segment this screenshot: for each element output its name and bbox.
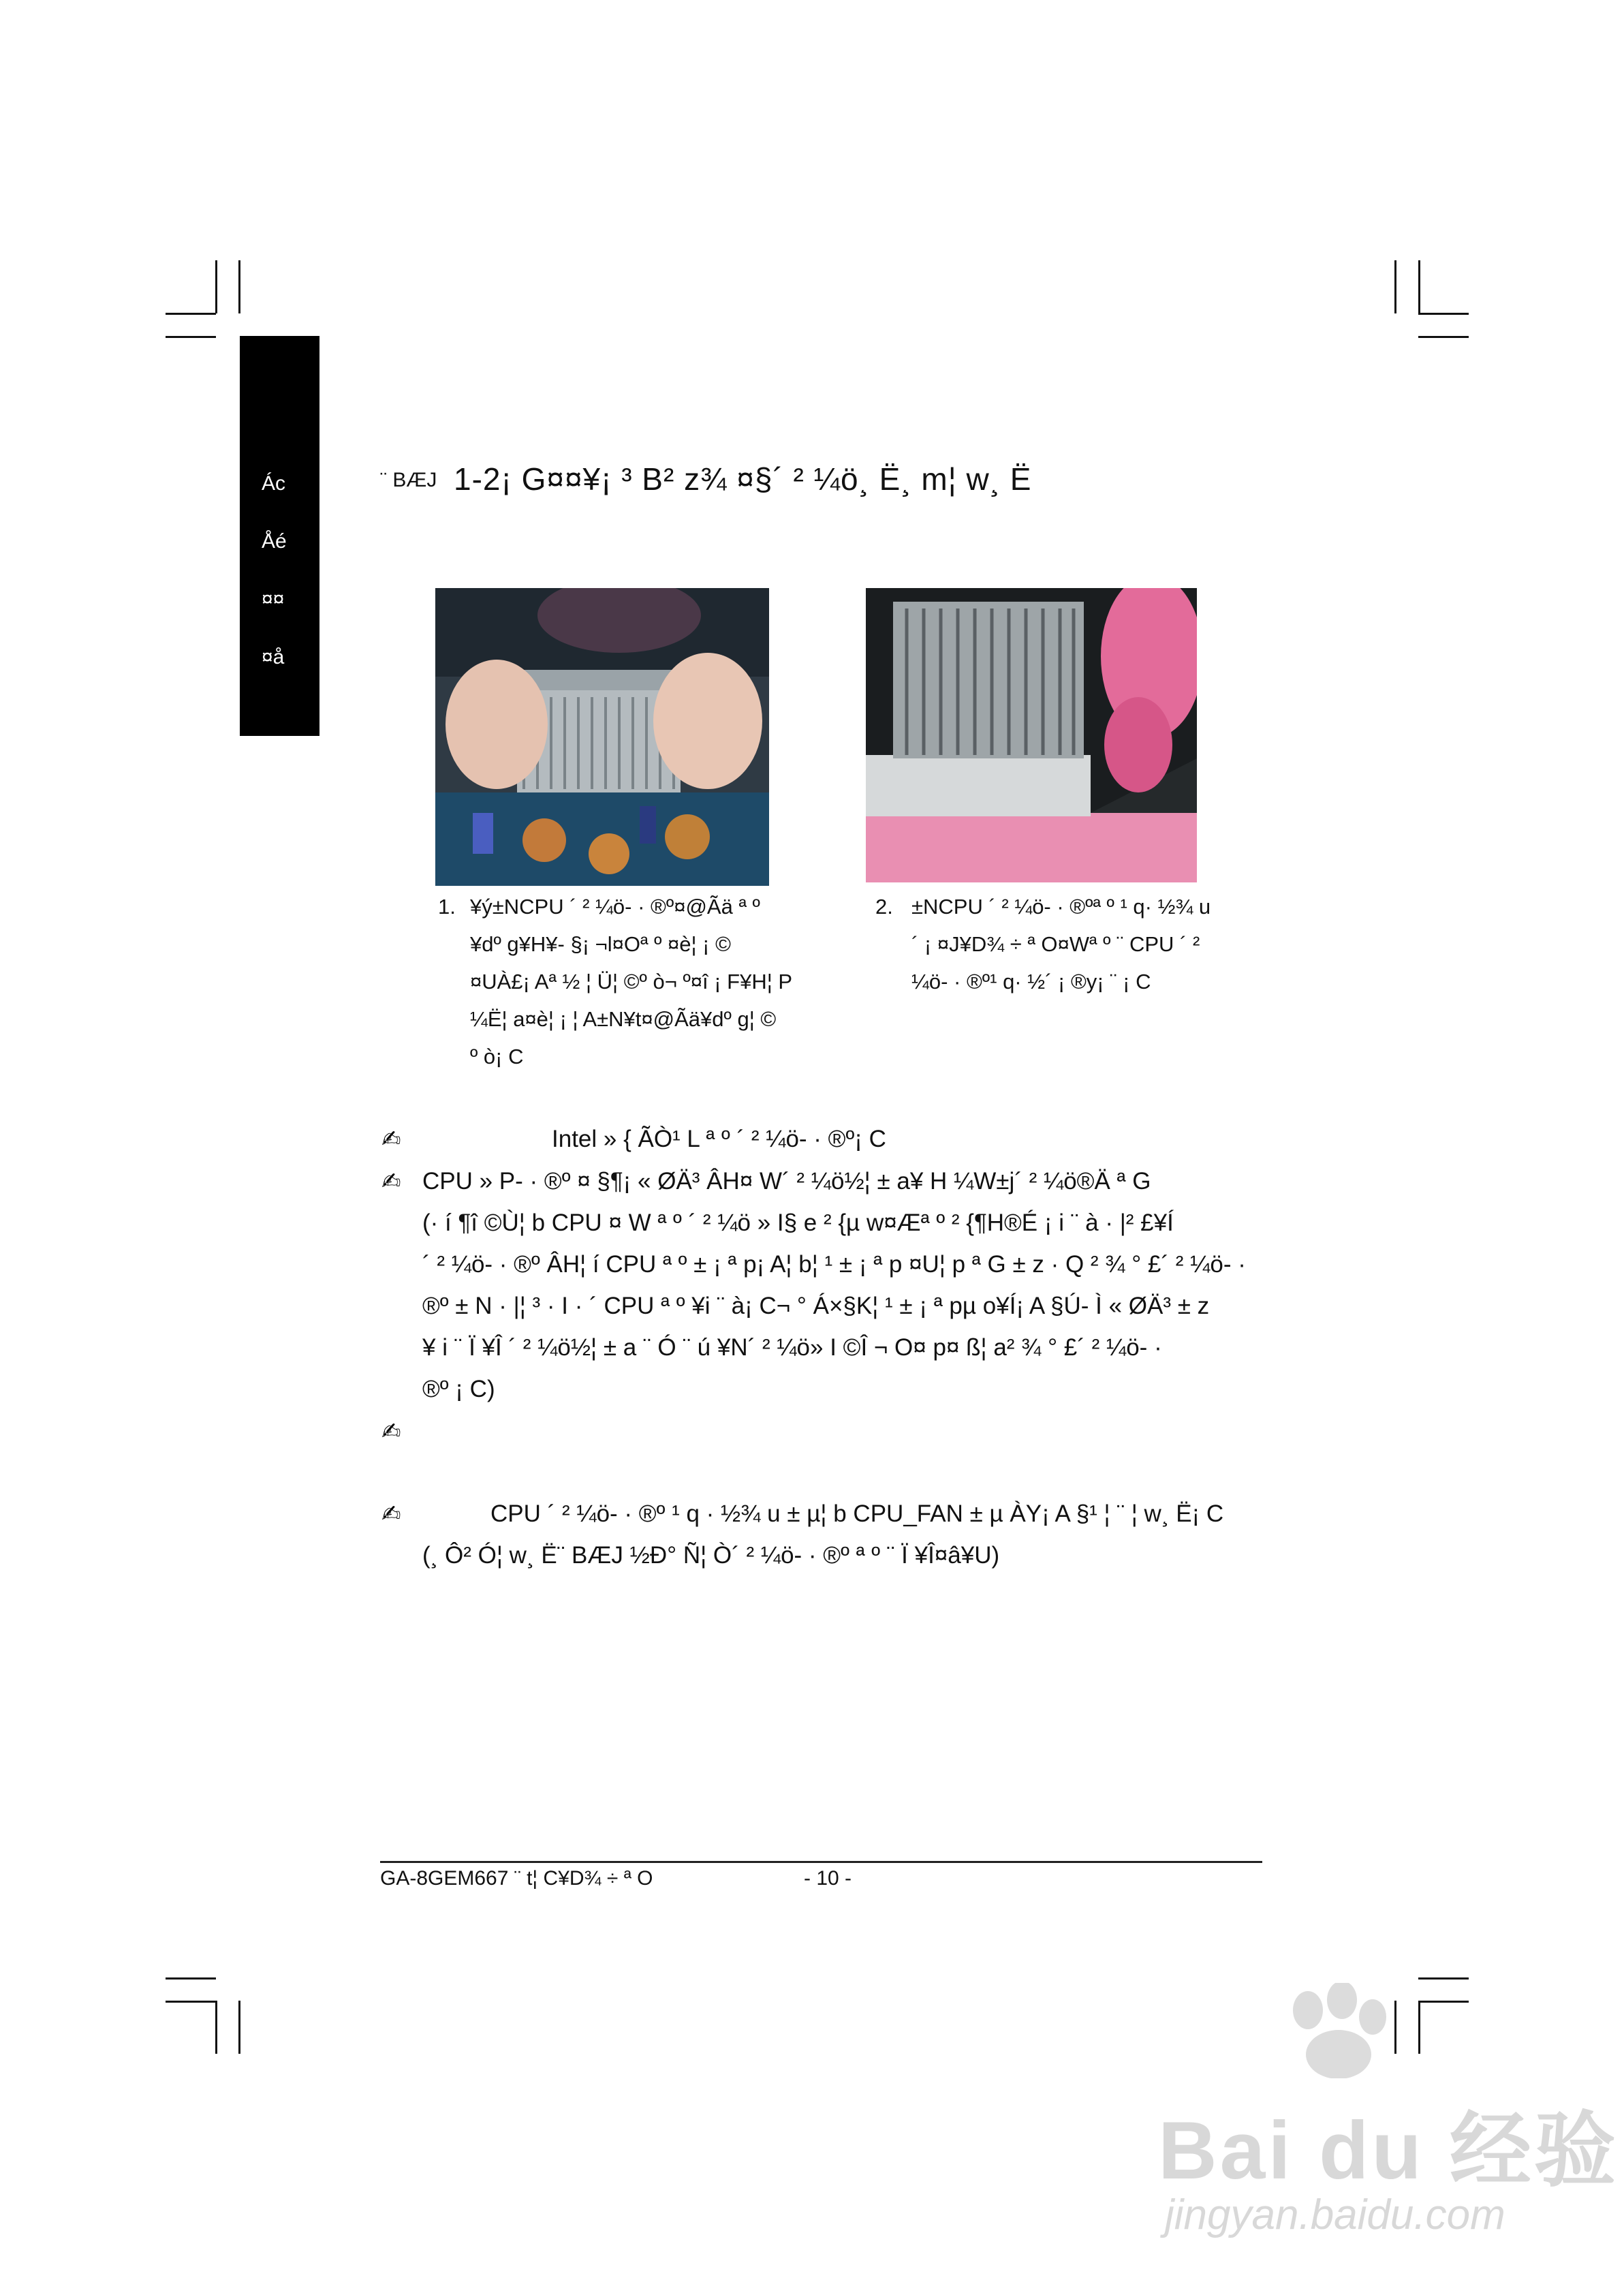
footer-manual-title: GA-8GEM667 ¨ t¦ C¥D¾ ÷ ª O xyxy=(380,1867,653,1890)
heatsink-photo-1-graphic xyxy=(435,588,769,886)
crop-mark-tr-v2 xyxy=(1418,260,1420,313)
note-2-line-1: CPU » P- · ®º ¤ §¶¡ « ØÄ³ ÂH¤ W´ ² ¼ö½¦ ± a¥ H ¼W±j´ ² ¼ö®Ä ª G xyxy=(422,1168,1151,1195)
crop-mark-tr-v xyxy=(1394,260,1396,313)
pen-bullet-icon: ✍ xyxy=(381,1126,401,1152)
step-1-line-2: ¥dº g¥H¥- §¡ ¬l¤Oª º ¤è¦ ¡ © xyxy=(470,932,731,956)
crop-mark-br-v2 xyxy=(1418,2001,1420,2054)
note-2-line-5: ¥ i ¨ Ï ¥Î ´ ² ¼ö½¦ ± a ¨ Ó ¨ ú ¥N´ ² ¼ö» I ©Î ¬ O¤ p¤ ß¦ a² ¾ ° £´ ² ¼ö- · xyxy=(422,1334,1162,1361)
photo-heatsink-clip-release xyxy=(435,588,769,886)
chapter-side-tab xyxy=(240,336,319,736)
heatsink-photo-2-graphic xyxy=(866,588,1197,882)
baidu-watermark-logo: Bai du 经验 xyxy=(1158,2085,1619,2202)
side-tab-line-1: Ác xyxy=(262,472,286,495)
crop-mark-tl-v xyxy=(215,260,217,313)
note-4-line-2: (¸ Ô² Ó¦ w¸ Ë¨ BÆJ ½Ð° Ñ¦ Ò´ ² ¼ö- · ®º ª º ¨ Ï ¥Î¤â¥U) xyxy=(422,1542,1000,1569)
pen-bullet-icon: ✍ xyxy=(381,1419,401,1445)
step-2-line-1: ±NCPU ´ ² ¼ö- · ®ºª º ¹ q· ½¾ u xyxy=(911,895,1211,919)
note-1-line-1: Intel » { ÃÒ¹ L ª º ´ ² ¼ö- · ®º¡ C xyxy=(552,1126,886,1152)
step-1-line-5: º ò¡ C xyxy=(470,1045,524,1068)
pen-bullet-icon: ✍ xyxy=(381,1169,401,1195)
step-2-line-3: ¼ö- · ®º¹ q· ½´ ¡ ®y¡ ¨ ¡ C xyxy=(911,970,1151,994)
step-1-line-3: ¤UÀ£¡ Aª ½ ¦ Ü¦ ©º ò¬ º¤î ¡ F¥H¦ P xyxy=(470,970,793,994)
crop-mark-br-h2 xyxy=(1418,2001,1469,2003)
step-prefix: ¨ BÆJ xyxy=(380,469,437,491)
crop-mark-tl-h2 xyxy=(166,336,216,338)
note-2-line-4: ®º ± N · |¦ ³ · I · ´ CPU ª º ¥i ¨ à¡ C¬ ° Á×§K¦ ¹ ± ¡ ª pµ o¥Í¡ A §Ú- Ì « ØÄ³ ± z xyxy=(422,1293,1210,1319)
note-4-line-1: CPU ´ ² ¼ö- · ®º ¹ q · ½¾ u ± µ¦ b CPU_FAN ± µ ÀY¡ A §¹ ¦ ¨ ¦ w¸ Ë¡ C xyxy=(490,1500,1224,1527)
crop-mark-tr-h xyxy=(1418,313,1469,315)
crop-mark-bl-v2 xyxy=(238,2001,240,2054)
step-1-number: 1. xyxy=(438,895,456,919)
pen-bullet-icon: ✍ xyxy=(381,1501,401,1527)
crop-mark-tl-h xyxy=(166,313,216,315)
baidu-watermark-url: jingyan.baidu.com xyxy=(1165,2191,1505,2238)
photo-fan-power-connector xyxy=(866,588,1197,882)
footer-rule xyxy=(380,1861,1262,1863)
crop-mark-bl-h xyxy=(166,1977,216,1980)
step-1-line-4: ¼Ë¦ a¤è¦ ¡ ¦ A±N¥t¤@Ãä¥dº g¦ © xyxy=(470,1007,777,1031)
paw-icon xyxy=(1267,1983,1403,2078)
note-2-line-6: ®º ¡ C) xyxy=(422,1376,495,1402)
crop-mark-bl-v xyxy=(215,2001,217,2054)
note-2-line-3: ´ ² ¼ö- · ®º ÂH¦ í CPU ª º ± ¡ ª p¡ A¦ b¦ ¹ ± ¡ ª p ¤U¦ p ª G ± z · Q ² ¾ ° £´ ² ¼ö- · xyxy=(422,1251,1246,1278)
step-2-number: 2. xyxy=(875,895,893,919)
section-title: 1-2¡ G¤¤¥¡ ³ B² z¾ ¤§´ ² ¼ö¸ Ë¸ m¦ w¸ Ë xyxy=(454,461,1032,497)
side-tab-line-2: Åé xyxy=(262,530,287,553)
step-2-line-2: ´ ¡ ¤J¥D¾ ÷ ª O¤Wª º ¨ CPU ´ ² xyxy=(911,932,1200,956)
page-number: - 10 - xyxy=(804,1867,852,1890)
side-tab-line-4: ¤å xyxy=(262,646,285,668)
note-2-line-2: (· í ¶î ©Ù¦ b CPU ¤ W ª º ´ ² ¼ö » I§ e ² {µ w¤Æª º ² {¶H®É ¡ i ¨ à · |² £¥Í xyxy=(422,1210,1174,1236)
crop-mark-bl-h2 xyxy=(166,2001,216,2003)
crop-mark-tl-v2 xyxy=(238,260,240,313)
crop-mark-tr-h2 xyxy=(1418,336,1469,338)
crop-mark-br-h xyxy=(1418,1977,1469,1980)
side-tab-line-3: ¤¤ xyxy=(262,588,285,611)
step-1-line-1: ¥ý±NCPU ´ ² ¼ö- · ®º¤@Ãä ª º xyxy=(470,895,760,919)
